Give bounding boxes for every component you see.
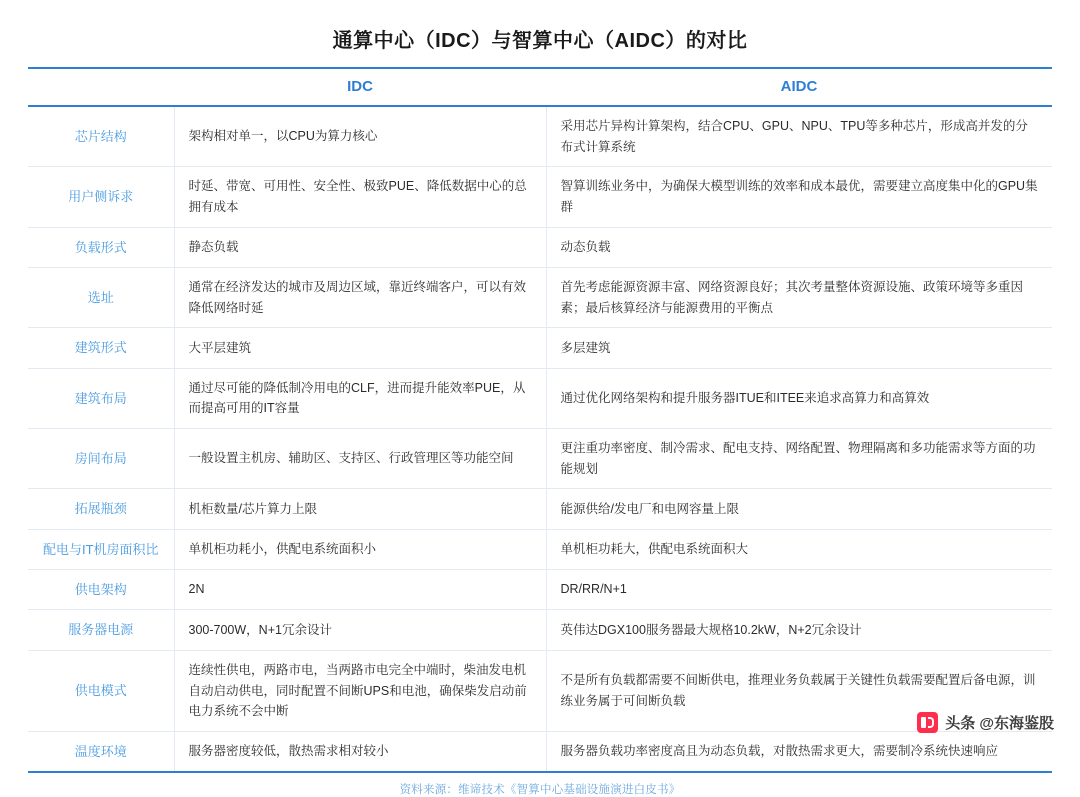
row-label: 配电与IT机房面积比 — [28, 529, 174, 569]
row-label: 供电架构 — [28, 570, 174, 610]
row-idc-value: 连续性供电，两路市电，当两路市电完全中端时，柴油发电机自动启动供电，同时配置不间断UPS和电池，确保柴发启动前电力系统不会中断 — [174, 650, 546, 731]
row-aidc-value: 采用芯片异构计算架构，结合CPU、GPU、NPU、TPU等多种芯片，形成高并发的分布式计算系统 — [546, 106, 1052, 167]
row-aidc-value: 更注重功率密度、制冷需求、配电支持、网络配置、物理隔离和多功能需求等方面的功能规划 — [546, 428, 1052, 488]
table-head — [28, 68, 1052, 106]
table-row — [28, 106, 1052, 167]
row-label: 建筑布局 — [28, 368, 174, 428]
row-idc-value: 大平层建筑 — [174, 328, 546, 368]
row-idc-value: 通常在经济发达的城市及周边区域，靠近终端客户，可以有效降低网络时延 — [174, 267, 546, 327]
row-label: 拓展瓶颈 — [28, 489, 174, 529]
table-row — [28, 267, 1052, 327]
row-aidc-value: 不是所有负载都需要不间断供电，推理业务负载属于关键性负载需要配置后备电源，训练业务属于可间断负载 — [546, 650, 1052, 731]
row-idc-value: 架构相对单一，以CPU为算力核心 — [174, 106, 546, 167]
row-aidc-value: 英伟达DGX100服务器最大规格10.2kW，N+2冗余设计 — [546, 610, 1052, 650]
row-label: 温度环境 — [28, 731, 174, 772]
row-aidc-value: 能源供给/发电厂和电网容量上限 — [546, 489, 1052, 529]
row-aidc-value: 智算训练业务中，为确保大模型训练的效率和成本最优，需要建立高度集中化的GPU集群 — [546, 167, 1052, 227]
row-idc-value: 单机柜功耗小，供配电系统面积小 — [174, 529, 546, 569]
row-idc-value: 一般设置主机房、辅助区、支持区、行政管理区等功能空间 — [174, 428, 546, 488]
row-aidc-value: 单机柜功耗大，供配电系统面积大 — [546, 529, 1052, 569]
row-idc-value: 时延、带宽、可用性、安全性、极致PUE、降低数据中心的总拥有成本 — [174, 167, 546, 227]
row-label: 房间布局 — [28, 428, 174, 488]
row-idc-value: 服务器密度较低，散热需求相对较小 — [174, 731, 546, 772]
row-idc-value: 通过尽可能的降低制冷用电的CLF，进而提升能效率PUE，从而提高可用的IT容量 — [174, 368, 546, 428]
row-label: 用户侧诉求 — [28, 167, 174, 227]
row-label: 选址 — [28, 267, 174, 327]
row-label: 负载形式 — [28, 227, 174, 267]
row-label: 供电模式 — [28, 650, 174, 731]
source-note: 资料来源：维谛技术《智算中心基础设施演进白皮书》 — [399, 784, 681, 797]
row-idc-value: 静态负载 — [174, 227, 546, 267]
row-idc-value: 2N — [174, 570, 546, 610]
row-aidc-value: 服务器负载功率密度高且为动态负载，对散热需求更大，需要制冷系统快速响应 — [546, 731, 1052, 772]
table-header-row — [28, 68, 1052, 106]
row-idc-value: 机柜数量/芯片算力上限 — [174, 489, 546, 529]
table-body — [28, 106, 1052, 772]
table-row — [28, 731, 1052, 772]
watermark-text: 头条 @东海鉴股 — [945, 715, 1054, 732]
table-header-idc: IDC — [174, 68, 546, 106]
toutiao-logo-icon — [917, 712, 938, 733]
watermark — [917, 712, 1054, 733]
row-label: 服务器电源 — [28, 610, 174, 650]
table-row — [28, 570, 1052, 610]
page-title: 通算中心（IDC）与智算中心（AIDC）的对比 — [332, 30, 748, 52]
row-label: 芯片结构 — [28, 106, 174, 167]
table-row — [28, 489, 1052, 529]
table-header-aidc: AIDC — [546, 68, 1052, 106]
table-row — [28, 368, 1052, 428]
table-row — [28, 650, 1052, 731]
table-row — [28, 328, 1052, 368]
table-row — [28, 529, 1052, 569]
row-aidc-value: 首先考虑能源资源丰富、网络资源良好；其次考量整体资源设施、政策环境等多重因素；最后核算经济与能源费用的平衡点 — [546, 267, 1052, 327]
row-aidc-value: 多层建筑 — [546, 328, 1052, 368]
row-label: 建筑形式 — [28, 328, 174, 368]
row-idc-value: 300-700W，N+1冗余设计 — [174, 610, 546, 650]
row-aidc-value: DR/RR/N+1 — [546, 570, 1052, 610]
table-row — [28, 167, 1052, 227]
row-aidc-value: 动态负载 — [546, 227, 1052, 267]
table-row — [28, 428, 1052, 488]
table-row — [28, 227, 1052, 267]
row-aidc-value: 通过优化网络架构和提升服务器ITUE和ITEE来追求高算力和高算效 — [546, 368, 1052, 428]
table-header-blank — [28, 68, 174, 106]
comparison-table — [28, 67, 1052, 773]
table-row — [28, 610, 1052, 650]
